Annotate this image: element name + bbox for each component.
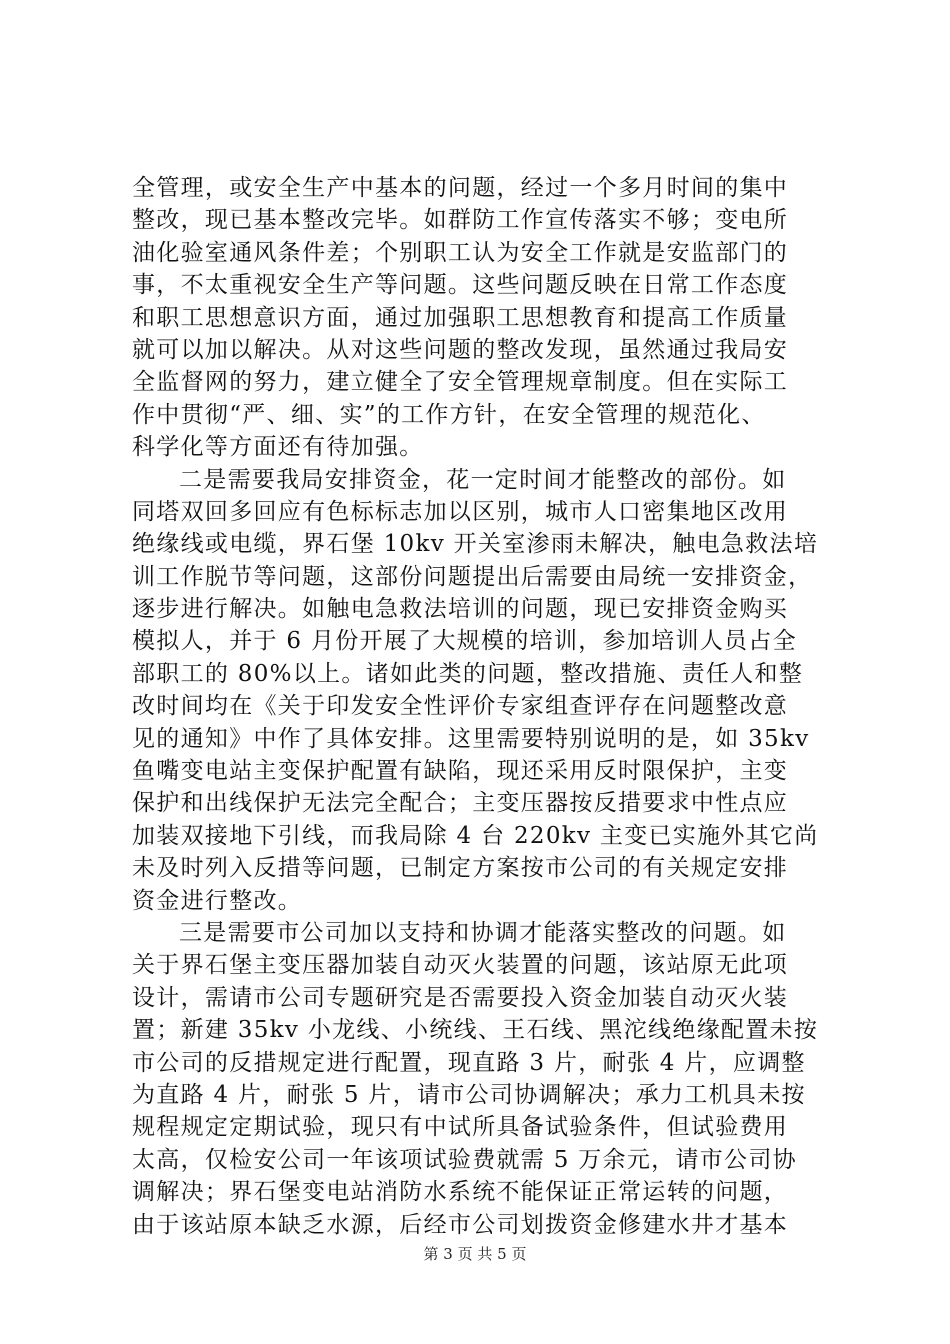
text-line: 见的通知》中作了具体安排。这里需要特别说明的是，如 35kv [132, 725, 810, 752]
text-line: 置；新建 35kv 小龙线、小统线、王石线、黑沱线绝缘配置未按 [132, 1017, 819, 1044]
text-line: 关于界石堡主变压器加装自动灭火装置的问题，该站原无此项 [132, 952, 789, 979]
text-line: 和职工思想意识方面，通过加强职工思想教育和提高工作质量 [132, 304, 789, 331]
text-line: 逐步进行解决。如触电急救法培训的问题，现已安排资金购买 [132, 596, 789, 623]
paragraph-start-line: 三是需要市公司加以支持和协调才能落实整改的问题。如 [179, 919, 787, 946]
text-line: 规程规定定期试验，现只有中试所具备试验条件，但试验费用 [132, 1114, 789, 1141]
text-line: 资金进行整改。 [132, 887, 303, 914]
text-line: 全监督网的努力，建立健全了安全管理规章制度。但在实际工 [132, 369, 789, 396]
text-line: 部职工的 80%以上。诸如此类的问题，整改措施、责任人和整 [132, 660, 804, 687]
text-line: 市公司的反措规定进行配置，现直路 3 片，耐张 4 片，应调整 [132, 1049, 806, 1076]
text-line: 整改，现已基本整改完毕。如群防工作宣传落实不够；变电所 [132, 207, 789, 234]
text-line: 全管理，或安全生产中基本的问题，经过一个多月时间的集中 [132, 175, 789, 201]
text-line: 改时间均在《关于印发安全性评价专家组查评存在问题整改意 [132, 693, 789, 720]
text-line: 训工作脱节等问题，这部份问题提出后需要由局统一安排资金， [132, 563, 813, 590]
text-line: 绝缘线或电缆，界石堡 10kv 开关室渗雨未解决，触电急救法培 [132, 531, 819, 558]
text-line: 模拟人，并于 6 月份开展了大规模的培训，参加培训人员占全 [132, 628, 797, 655]
text-line: 为直路 4 片，耐张 5 片，请市公司协调解决；承力工机具未按 [132, 1081, 806, 1108]
text-line: 事，不太重视安全生产等问题。这些问题反映在日常工作态度 [132, 272, 789, 299]
text-line: 鱼嘴变电站主变保护配置有缺陷，现还采用反时限保护，主变 [132, 758, 789, 785]
document-body [132, 172, 832, 1241]
text-line: 保护和出线保护无法完全配合；主变压器按反措要求中性点应 [132, 790, 789, 817]
text-line: 调解决；界石堡变电站消防水系统不能保证正常运转的问题， [132, 1179, 789, 1206]
text-line: 就可以加以解决。从对这些问题的整改发现，虽然通过我局安 [132, 336, 789, 363]
text-line: 科学化等方面还有待加强。 [132, 434, 424, 461]
text-line: 作中贯彻“严、细、实”的工作方针，在安全管理的规范化、 [132, 401, 766, 428]
text-line: 太高，仅检安公司一年该项试验费就需 5 万余元，请市公司协 [132, 1146, 797, 1173]
text-line: 设计，需请市公司专题研究是否需要投入资金加装自动灭火装 [132, 984, 789, 1011]
text-line: 由于该站原本缺乏水源，后经市公司划拨资金修建水井才基本 [132, 1211, 789, 1238]
text-line: 同塔双回多回应有色标标志加以区别，城市人口密集地区改用 [132, 498, 789, 525]
paragraph-start-line: 二是需要我局安排资金，花一定时间才能整改的部份。如 [179, 466, 787, 493]
text-line: 油化验室通风条件差；个别职工认为安全工作就是安监部门的 [132, 239, 789, 266]
page-number-footer: 第 3 页 共 5 页 [423, 1245, 527, 1263]
text-line: 未及时列入反措等问题，已制定方案按市公司的有关规定安排 [132, 855, 789, 882]
text-line: 加装双接地下引线，而我局除 4 台 220kv 主变已实施外其它尚 [132, 822, 819, 849]
